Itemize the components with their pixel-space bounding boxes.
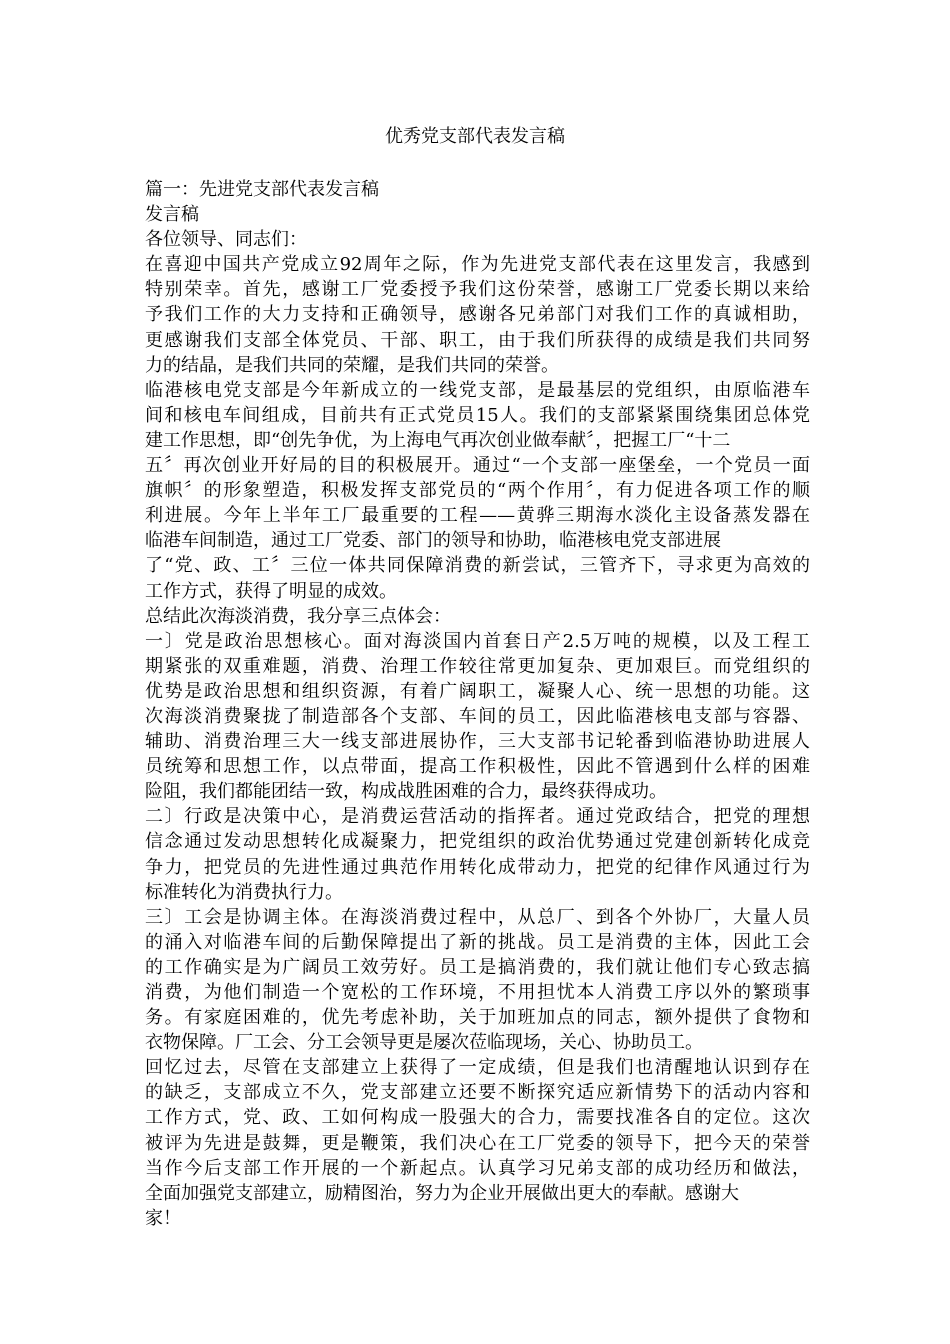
text-line: 在喜迎中国共产党成立92周年之际，作为先进党支部代表在这里发言，我感到 (145, 254, 810, 276)
text-line: 五〞再次创业开好局的目的积极展开。通过“一个支部一座堡垒，一个党员一面 (145, 455, 810, 477)
text-line: 险阻，我们都能团结一致，构成战胜困难的合力，最终获得成功。 (145, 781, 667, 803)
text-line: 篇一：先进党支部代表发言稿 (145, 179, 379, 200)
text-line: 的工作确实是为广阔员工效劳好。员工是搞消费的，我们就让他们专心致志搞 (145, 956, 810, 978)
text-line: 信念通过发动思想转化成凝聚力，把党组织的政治优势通过党建创新转化成竞 (145, 831, 810, 853)
text-line: 临港车间制造，通过工厂党委、部门的领导和协助，临港核电党支部进展 (145, 530, 721, 552)
text-line: 次海淡消费聚拢了制造部各个支部、车间的员工，因此临港核电支部与容器、 (145, 705, 810, 727)
text-line: 各位领导、同志们： (145, 229, 307, 251)
text-line: 发言稿 (145, 204, 199, 226)
text-line: 员统筹和思想工作，以点带面，提高工作积极性，因此不管遇到什么样的困难 (145, 756, 810, 778)
text-line: 标准转化为消费执行力。 (145, 881, 343, 903)
text-line: 总结此次海淡消费，我分享三点体会： (145, 605, 451, 627)
text-line: 回忆过去，尽管在支部建立上获得了一定成绩，但是我们也清醒地认识到存在 (145, 1057, 810, 1079)
text-line: 的涌入对临港车间的后勤保障提出了新的挑战。员工是消费的主体，因此工会 (145, 931, 810, 953)
text-line: 间和核电车间组成，目前共有正式党员15人。我们的支部紧紧围绕集团总体党 (145, 404, 810, 426)
text-line: 临港核电党支部是今年新成立的一线党支部，是最基层的党组织，由原临港车 (145, 379, 810, 401)
text-line: 更感谢我们支部全体党员、干部、职工，由于我们所获得的成绩是我们共同努 (145, 329, 810, 351)
text-line: 务。有家庭困难的，优先考虑补助，关于加班加点的同志，额外提供了食物和 (145, 1007, 810, 1029)
text-line: 工作方式，获得了明显的成效。 (145, 580, 397, 602)
text-line: 二〕行政是决策中心，是消费运营活动的指挥者。通过党政结合，把党的理想 (145, 806, 810, 828)
text-line: 力的结晶，是我们共同的荣耀，是我们共同的荣誉。 (145, 354, 559, 376)
text-line: 被评为先进是鼓舞，更是鞭策，我们决心在工厂党委的领导下，把今天的荣誉 (145, 1132, 810, 1154)
document-title: 优秀党支部代表发言稿 (385, 126, 565, 147)
text-line: 辅助、消费治理三大一线支部进展协作，三大支部书记轮番到临港协助进展人 (145, 731, 810, 753)
text-line: 争力，把党员的先进性通过典范作用转化成带动力，把党的纪律作风通过行为 (145, 856, 810, 878)
text-line: 优势是政治思想和组织资源，有着广阔职工，凝聚人心、统一思想的功能。这 (145, 680, 810, 702)
text-line: 当作今后支部工作开展的一个新起点。认真学习兄弟支部的成功经历和做法， (145, 1157, 810, 1179)
text-line: 旗帜〞的形象塑造，积极发挥支部党员的“两个作用〞，有力促进各项工作的顺 (145, 480, 810, 502)
text-line: 工作方式，党、政、工如何构成一股强大的合力，需要找准各自的定位。这次 (145, 1107, 810, 1129)
text-line: 家！ (145, 1207, 181, 1229)
document-body (145, 177, 810, 1231)
text-line: 特别荣幸。首先，感谢工厂党委授予我们这份荣誉，感谢工厂党委长期以来给 (145, 279, 810, 301)
text-line: 三〕工会是协调主体。在海淡消费过程中，从总厂、到各个外协厂，大量人员 (145, 906, 810, 928)
text-line: 全面加强党支部建立，励精图治，努力为企业开展做出更大的奉献。感谢大 (145, 1182, 739, 1204)
text-line: 一〕党是政治思想核心。面对海淡国内首套日产2.5万吨的规模，以及工程工 (145, 630, 810, 652)
text-line: 了“党、政、工〞三位一体共同保障消费的新尝试，三管齐下，寻求更为高效的 (145, 555, 810, 577)
text-line: 建工作思想，即“创先争优，为上海电气再次创业做奉献〞，把握工厂“十二 (145, 429, 731, 451)
text-line: 利进展。今年上半年工厂最重要的工程——黄骅三期海水淡化主设备蒸发器在 (145, 505, 810, 527)
text-line: 消费，为他们制造一个宽松的工作环境，不用担忧本人消费工序以外的繁琐事 (145, 982, 810, 1003)
text-line: 的缺乏，支部成立不久，党支部建立还要不断探究适应新情势下的活动内容和 (145, 1082, 810, 1104)
text-line: 衣物保障。厂工会、分工会领导更是屡次莅临现场，关心、协助员工。 (145, 1032, 703, 1054)
text-line: 期紧张的双重难题，消费、治理工作较往常更加复杂、更加艰巨。而党组织的 (145, 655, 810, 677)
text-line: 予我们工作的大力支持和正确领导，感谢各兄弟部门对我们工作的真诚相助， (145, 304, 810, 326)
